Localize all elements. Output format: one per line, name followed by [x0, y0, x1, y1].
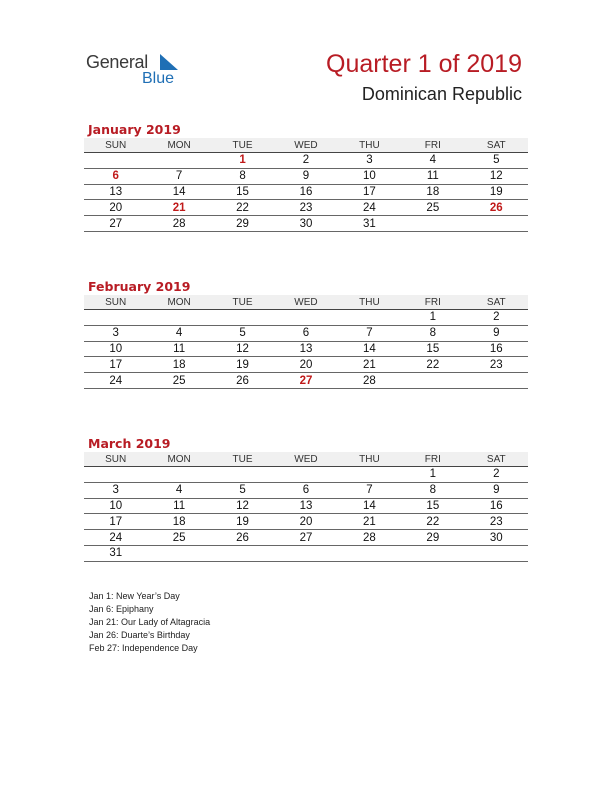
week-row	[84, 200, 528, 216]
day-cell: 15	[401, 498, 464, 514]
day-header-thu: THU	[338, 138, 401, 153]
day-cell: 1	[401, 467, 464, 483]
day-cell: 13	[274, 498, 337, 514]
day-cell: 10	[338, 168, 401, 184]
week-row	[84, 530, 528, 546]
holiday-note: Jan 26: Duarte’s Birthday	[89, 630, 190, 640]
holiday-note: Jan 21: Our Lady of Altagracia	[89, 617, 211, 627]
month-title: March 2019	[88, 436, 171, 451]
empty-day-cell	[465, 216, 528, 232]
day-cell: 16	[465, 341, 528, 357]
day-cell: 11	[147, 498, 210, 514]
day-cell: 19	[211, 357, 274, 373]
empty-day-cell	[147, 467, 210, 483]
day-header-row	[84, 138, 528, 153]
week-row	[84, 184, 528, 200]
day-header-tue: TUE	[211, 295, 274, 310]
logo-word-general: General	[86, 52, 148, 72]
day-cell: 21	[147, 200, 210, 216]
week-row	[84, 216, 528, 232]
day-cell: 14	[338, 341, 401, 357]
day-cell: 8	[401, 482, 464, 498]
day-cell: 22	[401, 357, 464, 373]
empty-day-cell	[147, 545, 210, 561]
day-cell: 17	[84, 514, 147, 530]
week-row	[84, 482, 528, 498]
day-cell: 3	[84, 325, 147, 341]
day-cell: 12	[211, 341, 274, 357]
holiday-note: Feb 27: Independence Day	[89, 643, 198, 653]
day-cell: 18	[147, 514, 210, 530]
day-header-fri: FRI	[401, 138, 464, 153]
day-header-wed: WED	[274, 295, 337, 310]
week-row	[84, 545, 528, 561]
empty-day-cell	[84, 467, 147, 483]
day-cell: 30	[274, 216, 337, 232]
empty-day-cell	[338, 310, 401, 326]
empty-day-cell	[338, 467, 401, 483]
empty-day-cell	[211, 310, 274, 326]
day-cell: 4	[401, 153, 464, 169]
day-cell: 3	[338, 153, 401, 169]
week-row	[84, 153, 528, 169]
day-header-wed: WED	[274, 138, 337, 153]
day-header-sun: SUN	[84, 138, 147, 153]
week-row	[84, 514, 528, 530]
day-cell: 14	[147, 184, 210, 200]
empty-day-cell	[274, 310, 337, 326]
day-header-thu: THU	[338, 452, 401, 467]
day-cell: 12	[211, 498, 274, 514]
day-cell: 24	[84, 373, 147, 389]
day-cell: 16	[274, 184, 337, 200]
day-cell: 6	[274, 482, 337, 498]
day-cell: 29	[211, 216, 274, 232]
day-cell: 9	[465, 482, 528, 498]
day-cell: 16	[465, 498, 528, 514]
day-cell: 24	[338, 200, 401, 216]
day-cell: 4	[147, 482, 210, 498]
day-cell: 12	[465, 168, 528, 184]
holiday-note: Jan 6: Epiphany	[89, 604, 154, 614]
day-cell: 29	[401, 530, 464, 546]
day-cell: 18	[401, 184, 464, 200]
empty-day-cell	[84, 153, 147, 169]
day-header-thu: THU	[338, 295, 401, 310]
day-cell: 2	[465, 310, 528, 326]
day-cell: 23	[465, 514, 528, 530]
day-cell: 21	[338, 514, 401, 530]
empty-day-cell	[465, 373, 528, 389]
day-cell: 31	[338, 216, 401, 232]
week-row	[84, 373, 528, 389]
day-header-sun: SUN	[84, 452, 147, 467]
day-cell: 27	[84, 216, 147, 232]
day-header-row	[84, 295, 528, 310]
day-header-fri: FRI	[401, 452, 464, 467]
day-cell: 17	[84, 357, 147, 373]
day-header-mon: MON	[147, 295, 210, 310]
day-cell: 13	[84, 184, 147, 200]
day-header-tue: TUE	[211, 452, 274, 467]
day-cell: 28	[338, 530, 401, 546]
day-cell: 4	[147, 325, 210, 341]
day-cell: 7	[338, 325, 401, 341]
day-cell: 11	[147, 341, 210, 357]
empty-day-cell	[211, 467, 274, 483]
day-cell: 25	[147, 373, 210, 389]
week-row	[84, 325, 528, 341]
day-cell: 22	[211, 200, 274, 216]
empty-day-cell	[211, 545, 274, 561]
day-cell: 13	[274, 341, 337, 357]
week-row	[84, 467, 528, 483]
day-cell: 9	[465, 325, 528, 341]
empty-day-cell	[401, 545, 464, 561]
day-cell: 10	[84, 341, 147, 357]
day-header-mon: MON	[147, 452, 210, 467]
week-row	[84, 341, 528, 357]
day-cell: 28	[338, 373, 401, 389]
day-cell: 21	[338, 357, 401, 373]
empty-day-cell	[401, 216, 464, 232]
day-cell: 5	[211, 482, 274, 498]
day-cell: 26	[211, 373, 274, 389]
day-header-tue: TUE	[211, 138, 274, 153]
day-cell: 5	[211, 325, 274, 341]
day-cell: 1	[401, 310, 464, 326]
week-row	[84, 357, 528, 373]
day-cell: 17	[338, 184, 401, 200]
day-cell: 25	[401, 200, 464, 216]
day-cell: 10	[84, 498, 147, 514]
empty-day-cell	[338, 545, 401, 561]
empty-day-cell	[274, 545, 337, 561]
country-name: Dominican Republic	[361, 84, 522, 104]
empty-day-cell	[401, 373, 464, 389]
month-title: January 2019	[88, 122, 181, 137]
day-cell: 23	[274, 200, 337, 216]
page-title: Quarter 1 of 2019	[326, 50, 522, 78]
day-cell: 20	[274, 357, 337, 373]
day-cell: 19	[211, 514, 274, 530]
day-cell: 2	[274, 153, 337, 169]
day-cell: 7	[147, 168, 210, 184]
week-row	[84, 310, 528, 326]
day-cell: 5	[465, 153, 528, 169]
day-cell: 6	[84, 168, 147, 184]
month-calendar-table	[84, 452, 528, 562]
day-header-sat: SAT	[465, 138, 528, 153]
month-title: February 2019	[88, 279, 191, 294]
day-cell: 14	[338, 498, 401, 514]
day-cell: 26	[211, 530, 274, 546]
logo	[86, 52, 186, 88]
day-cell: 27	[274, 530, 337, 546]
week-row	[84, 168, 528, 184]
day-cell: 18	[147, 357, 210, 373]
empty-day-cell	[147, 153, 210, 169]
day-cell: 20	[274, 514, 337, 530]
day-cell: 26	[465, 200, 528, 216]
day-cell: 27	[274, 373, 337, 389]
day-cell: 23	[465, 357, 528, 373]
day-cell: 1	[211, 153, 274, 169]
day-header-sat: SAT	[465, 295, 528, 310]
day-cell: 19	[465, 184, 528, 200]
day-cell: 2	[465, 467, 528, 483]
month-calendar-table	[84, 138, 528, 232]
day-cell: 30	[465, 530, 528, 546]
month-calendar-table	[84, 295, 528, 389]
day-cell: 7	[338, 482, 401, 498]
day-cell: 8	[401, 325, 464, 341]
day-header-sun: SUN	[84, 295, 147, 310]
month-january	[84, 122, 528, 232]
empty-day-cell	[274, 467, 337, 483]
day-cell: 11	[401, 168, 464, 184]
day-cell: 20	[84, 200, 147, 216]
day-cell: 6	[274, 325, 337, 341]
holiday-notes	[89, 590, 210, 655]
day-header-fri: FRI	[401, 295, 464, 310]
day-cell: 3	[84, 482, 147, 498]
day-cell: 24	[84, 530, 147, 546]
empty-day-cell	[465, 545, 528, 561]
day-cell: 22	[401, 514, 464, 530]
day-header-row	[84, 452, 528, 467]
month-march	[84, 436, 528, 562]
day-cell: 15	[211, 184, 274, 200]
logo-triangle-icon	[160, 54, 178, 70]
holiday-note: Jan 1: New Year’s Day	[89, 591, 180, 601]
day-header-wed: WED	[274, 452, 337, 467]
logo-word-blue: Blue	[142, 70, 175, 87]
month-february	[84, 279, 528, 389]
day-cell: 28	[147, 216, 210, 232]
day-header-sat: SAT	[465, 452, 528, 467]
week-row	[84, 498, 528, 514]
empty-day-cell	[84, 310, 147, 326]
day-cell: 9	[274, 168, 337, 184]
day-cell: 25	[147, 530, 210, 546]
day-header-mon: MON	[147, 138, 210, 153]
day-cell: 8	[211, 168, 274, 184]
day-cell: 31	[84, 545, 147, 561]
empty-day-cell	[147, 310, 210, 326]
day-cell: 15	[401, 341, 464, 357]
